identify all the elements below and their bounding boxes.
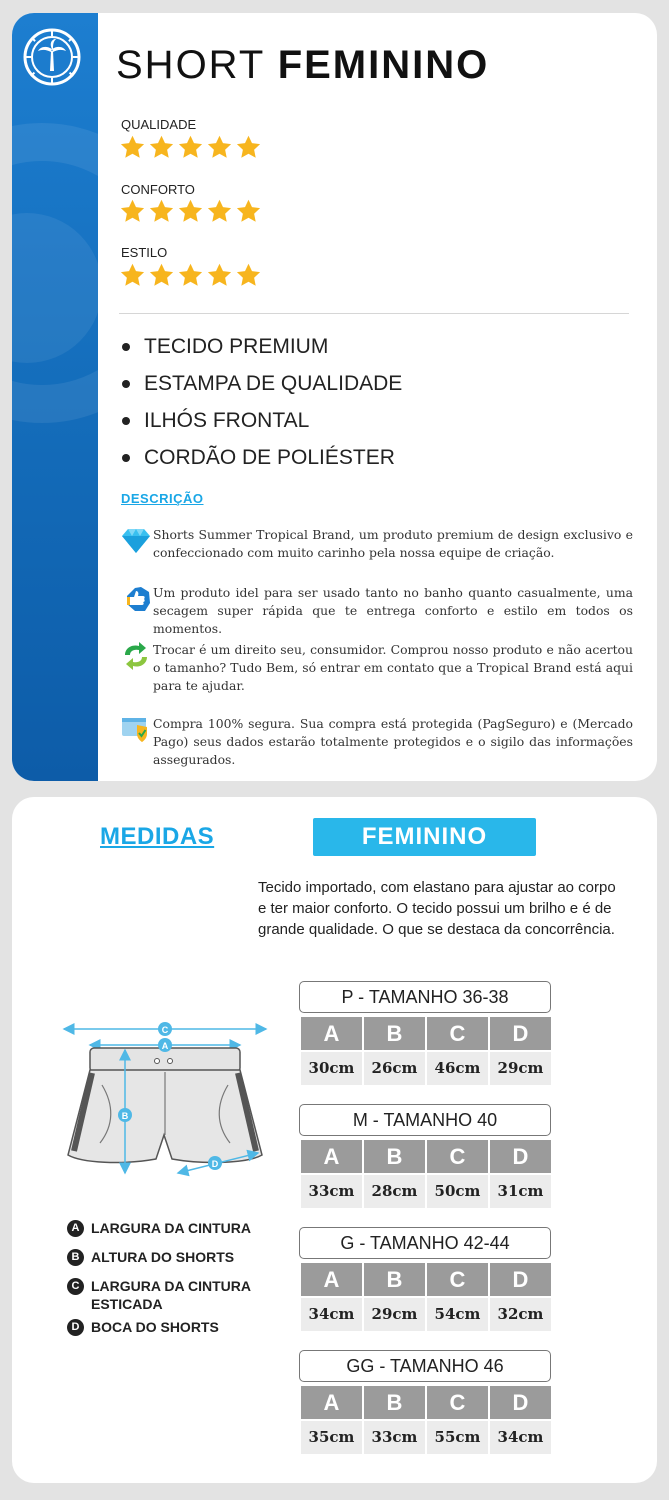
- size-value: 31cm: [490, 1175, 551, 1208]
- star-icon: [206, 262, 233, 289]
- column-header: A: [301, 1386, 362, 1419]
- star-icon: [177, 198, 204, 225]
- exchange-arrows-icon: [119, 641, 153, 671]
- feature-text: ILHÓS FRONTAL: [144, 409, 310, 432]
- size-label: P - TAMANHO 36-38: [299, 981, 551, 1013]
- thumbs-up-icon: [119, 584, 153, 614]
- size-table-p: [299, 981, 551, 1085]
- svg-text:C: C: [161, 1025, 169, 1035]
- column-header: B: [364, 1386, 425, 1419]
- column-header: C: [427, 1140, 488, 1173]
- rating-stars-comfort: [119, 198, 262, 225]
- description-item: [119, 526, 639, 562]
- legend-key: B: [67, 1249, 84, 1266]
- size-grid: [301, 1140, 551, 1208]
- column-header: A: [301, 1263, 362, 1296]
- size-table-m: [299, 1104, 551, 1208]
- legend-text: LARGURA DA CINTURA: [91, 1220, 251, 1236]
- rating-label-style: ESTILO: [121, 245, 168, 260]
- diamond-icon: [119, 526, 153, 556]
- palm-logo-icon: [22, 27, 82, 87]
- rating-label-comfort: CONFORTO: [121, 182, 195, 197]
- legend-text: ALTURA DO SHORTS: [91, 1249, 235, 1265]
- rating-stars-quality: [119, 134, 262, 161]
- column-header: B: [364, 1263, 425, 1296]
- star-icon: [235, 262, 262, 289]
- star-icon: [177, 262, 204, 289]
- column-header: A: [301, 1017, 362, 1050]
- secure-shield-icon: [119, 715, 153, 745]
- legend-key: C: [67, 1278, 84, 1295]
- rating-stars-style: [119, 262, 262, 289]
- column-header: B: [364, 1017, 425, 1050]
- star-icon: [177, 134, 204, 161]
- feature-item: [122, 335, 328, 359]
- column-header: A: [301, 1140, 362, 1173]
- size-value: 46cm: [427, 1052, 488, 1085]
- page-title: [116, 43, 489, 88]
- star-icon: [206, 134, 233, 161]
- description-text: Compra 100% segura. Sua compra está protegida (PagSeguro) e (Mercado Pago) seus dados estarão totalmente protegidos e o sigilo das informações assegurados.: [153, 716, 633, 767]
- bullet-icon: [122, 343, 130, 351]
- column-header: C: [427, 1386, 488, 1419]
- size-value: 55cm: [427, 1421, 488, 1454]
- legend-key: A: [67, 1220, 84, 1237]
- svg-text:A: A: [161, 1041, 169, 1051]
- legend-key: D: [67, 1319, 84, 1336]
- description-item: [119, 641, 639, 695]
- column-header: B: [364, 1140, 425, 1173]
- star-icon: [148, 198, 175, 225]
- brand-side-bar: [12, 13, 98, 781]
- bullet-icon: [122, 417, 130, 425]
- star-icon: [235, 198, 262, 225]
- feature-text: ESTAMPA DE QUALIDADE: [144, 372, 403, 395]
- bullet-icon: [122, 380, 130, 388]
- size-table-gg: [299, 1350, 551, 1454]
- feature-item: [122, 446, 395, 470]
- shorts-illustration: [52, 1015, 282, 1190]
- description-item: [119, 584, 639, 638]
- size-value: 29cm: [364, 1298, 425, 1331]
- star-icon: [119, 134, 146, 161]
- bullet-icon: [122, 454, 130, 462]
- size-grid: [301, 1017, 551, 1085]
- size-value: 29cm: [490, 1052, 551, 1085]
- size-value: 33cm: [301, 1175, 362, 1208]
- svg-text:D: D: [211, 1159, 219, 1169]
- column-header: C: [427, 1263, 488, 1296]
- description-text: Um produto idel para ser usado tanto no banho quanto casualmente, uma secagem super rápida que te entrega conforto e estilo em todos os momentos.: [153, 585, 633, 636]
- measures-title: MEDIDAS: [100, 823, 215, 850]
- star-icon: [148, 134, 175, 161]
- size-value: 30cm: [301, 1052, 362, 1085]
- size-value: 35cm: [301, 1421, 362, 1454]
- svg-text:B: B: [121, 1111, 129, 1121]
- product-info-card: [12, 13, 657, 781]
- star-icon: [206, 198, 233, 225]
- size-value: 34cm: [490, 1421, 551, 1454]
- column-header: D: [490, 1386, 551, 1419]
- size-label: G - TAMANHO 42-44: [299, 1227, 551, 1259]
- description-text: Trocar é um direito seu, consumidor. Comprou nosso produto e não acertou o tamanho? Tudo Bem, só entrar em contato que a Tropical Brand está aqui para te ajudar.: [153, 642, 633, 693]
- star-icon: [235, 134, 262, 161]
- legend-text: BOCA DO SHORTS: [91, 1319, 219, 1335]
- description-item: [119, 715, 639, 769]
- title-bold: FEMININO: [277, 43, 490, 87]
- feature-text: CORDÃO DE POLIÉSTER: [144, 446, 395, 469]
- column-header: C: [427, 1017, 488, 1050]
- column-header: D: [490, 1263, 551, 1296]
- star-icon: [119, 262, 146, 289]
- size-value: 32cm: [490, 1298, 551, 1331]
- legend-item-a: [67, 1219, 297, 1237]
- size-value: 54cm: [427, 1298, 488, 1331]
- column-header: D: [490, 1017, 551, 1050]
- legend-item-d: [67, 1318, 297, 1336]
- measures-card: [12, 797, 657, 1483]
- description-text: Shorts Summer Tropical Brand, um produto premium de design exclusivo e confeccionado com muito carinho pela nossa equipe de criação.: [153, 527, 633, 560]
- description-title: DESCRIÇÃO: [121, 491, 204, 506]
- feature-item: [122, 372, 402, 396]
- size-value: 28cm: [364, 1175, 425, 1208]
- legend-item-b: [67, 1248, 297, 1266]
- column-header: D: [490, 1140, 551, 1173]
- feature-item: [122, 409, 309, 433]
- section-divider: [119, 313, 629, 314]
- feature-text: TECIDO PREMIUM: [144, 335, 329, 358]
- star-icon: [119, 198, 146, 225]
- title-light: SHORT: [116, 43, 265, 87]
- gender-badge: FEMININO: [313, 818, 536, 856]
- size-label: M - TAMANHO 40: [299, 1104, 551, 1136]
- legend-text: LARGURA DA CINTURA ESTICADA: [91, 1278, 251, 1312]
- size-label: GG - TAMANHO 46: [299, 1350, 551, 1382]
- legend-item-c: [67, 1277, 277, 1313]
- size-value: 50cm: [427, 1175, 488, 1208]
- size-grid: [301, 1263, 551, 1331]
- size-value: 34cm: [301, 1298, 362, 1331]
- size-value: 33cm: [364, 1421, 425, 1454]
- rating-label-quality: QUALIDADE: [121, 117, 197, 132]
- size-grid: [301, 1386, 551, 1454]
- size-table-g: [299, 1227, 551, 1331]
- star-icon: [148, 262, 175, 289]
- fabric-intro-text: Tecido importado, com elastano para ajustar ao corpo e ter maior conforto. O tecido possui um brilho e é de grande qualidade. O que se destaca da concorrência.: [258, 879, 616, 938]
- size-value: 26cm: [364, 1052, 425, 1085]
